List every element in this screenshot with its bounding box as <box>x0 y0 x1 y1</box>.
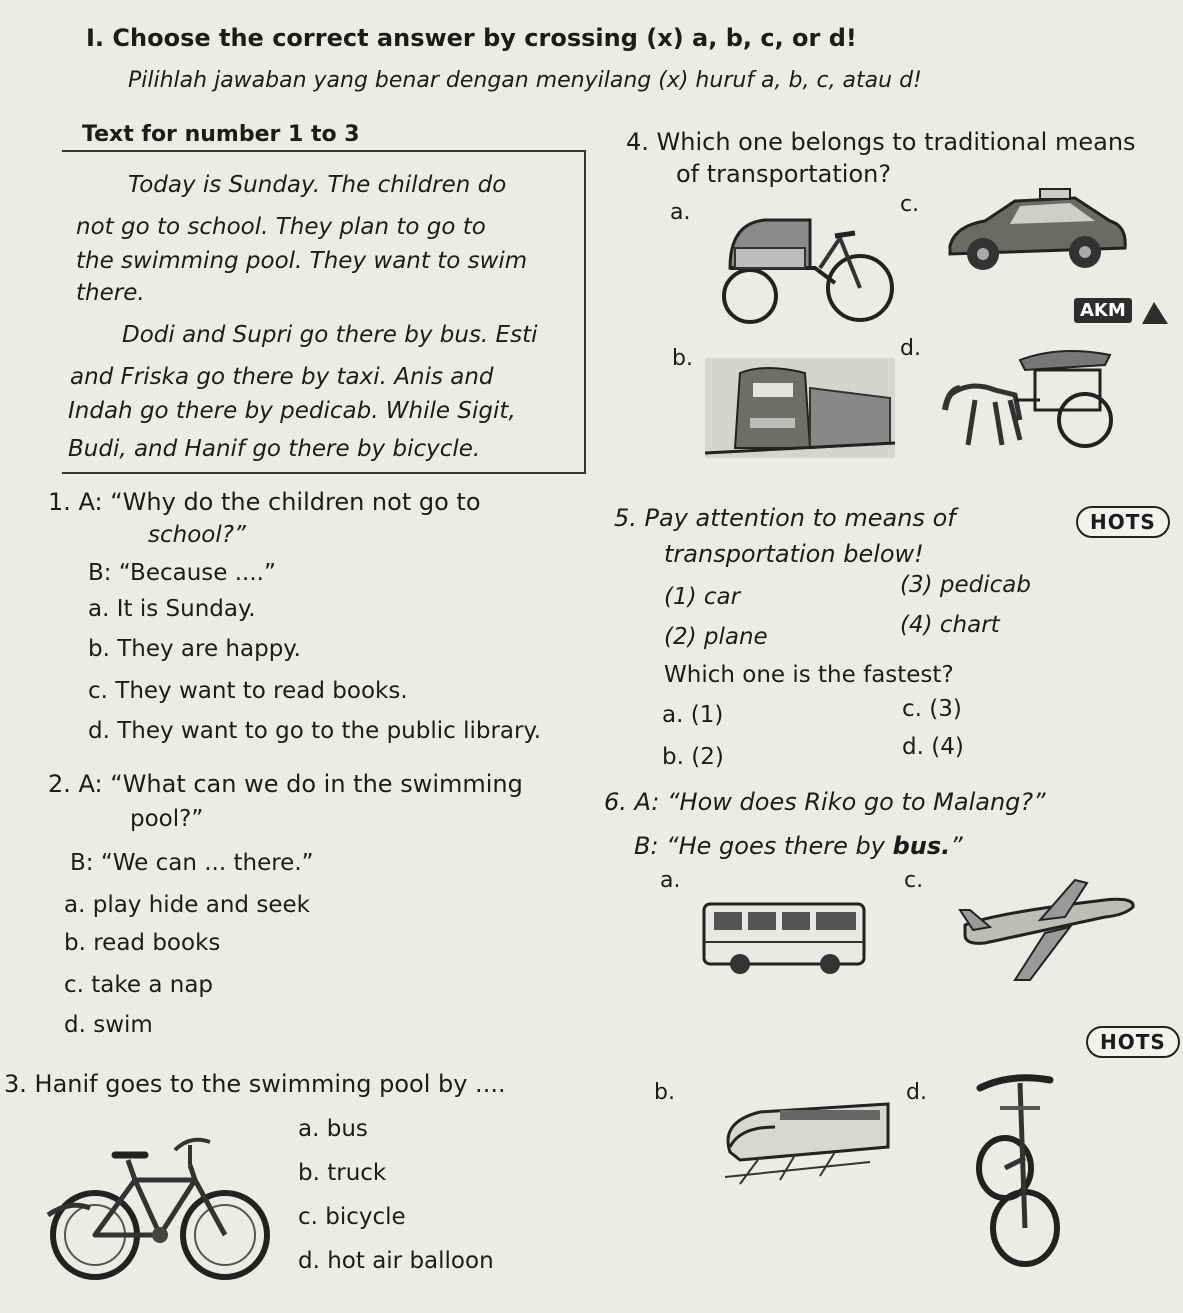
q1-response: B: “Because ....” <box>88 560 276 586</box>
q4-label-d[interactable]: d. <box>900 336 921 361</box>
passage-line: and Friska go there by taxi. Anis and <box>70 364 494 390</box>
q3-option-b[interactable]: b. truck <box>298 1160 387 1186</box>
q1-option-d[interactable]: d. They want to go to the public library. <box>88 718 542 744</box>
akm-badge: AKM <box>1074 298 1132 323</box>
passage-line: Budi, and Hanif go there by bicycle. <box>68 436 481 462</box>
q5-item-4: (4) chart <box>900 612 1000 638</box>
q1-option-b[interactable]: b. They are happy. <box>88 636 301 662</box>
bicycle-icon <box>40 1120 280 1285</box>
q4-label-c[interactable]: c. <box>900 192 920 217</box>
q3-option-d[interactable]: d. hot air balloon <box>298 1248 494 1274</box>
q6-response <box>634 832 963 860</box>
q1-question-cont: school?” <box>148 522 246 548</box>
q6-response-answer: bus. <box>892 832 951 860</box>
passage-box <box>62 150 586 474</box>
q4-question-cont: of transportation? <box>676 160 892 188</box>
q5-question: 5. Pay attention to means of <box>614 504 956 532</box>
q5-item-1: (1) car <box>664 584 741 610</box>
q3-option-a[interactable]: a. bus <box>298 1116 368 1142</box>
q2-question-cont: pool?” <box>130 806 204 832</box>
bicycle-icon <box>950 1068 1100 1268</box>
q2-question: 2. A: “What can we do in the swimming <box>48 770 523 798</box>
q6-label-a[interactable]: a. <box>660 868 681 893</box>
q1-option-c[interactable]: c. They want to read books. <box>88 678 408 704</box>
q5-option-d[interactable]: d. (4) <box>902 734 964 760</box>
q5-prompt: Which one is the fastest? <box>664 662 954 688</box>
q6-response-prefix: B: “He goes there by <box>634 832 893 860</box>
q5-option-a[interactable]: a. (1) <box>662 702 724 728</box>
train-icon <box>705 358 895 458</box>
passage-line: Dodi and Supri go there by bus. Esti <box>122 322 538 348</box>
instruction-english: I. Choose the correct answer by crossing (x) a, b, c, or d! <box>86 24 857 52</box>
passage-label: Text for number 1 to 3 <box>82 122 360 147</box>
q2-option-b[interactable]: b. read books <box>64 930 221 956</box>
passage-line: Indah go there by pedicab. While Sigit, <box>68 398 516 424</box>
q5-option-b[interactable]: b. (2) <box>662 744 724 770</box>
q3-option-c[interactable]: c. bicycle <box>298 1204 406 1230</box>
q6-label-d[interactable]: d. <box>906 1080 927 1105</box>
instruction-indonesian: Pilihlah jawaban yang benar dengan menyilang (x) huruf a, b, c, atau d! <box>128 68 922 93</box>
passage-line: Today is Sunday. The children do <box>128 172 507 198</box>
q2-option-c[interactable]: c. take a nap <box>64 972 214 998</box>
q4-question: 4. Which one belongs to traditional means <box>626 128 1136 156</box>
q4-label-a[interactable]: a. <box>670 200 691 225</box>
taxi-icon <box>945 186 1130 278</box>
q6-response-suffix: ” <box>950 832 963 860</box>
passage-line: there. <box>76 280 145 306</box>
q5-item-2: (2) plane <box>664 624 768 650</box>
q5-item-3: (3) pedicab <box>900 572 1031 598</box>
q2-option-d[interactable]: d. swim <box>64 1012 153 1038</box>
q4-label-b[interactable]: b. <box>672 346 693 371</box>
hots-badge-2: HOTS <box>1086 1026 1180 1058</box>
hots-badge: HOTS <box>1076 506 1170 538</box>
horse-cart-icon <box>940 340 1130 458</box>
q5-option-c[interactable]: c. (3) <box>902 696 962 722</box>
pedicab-icon <box>710 208 900 328</box>
q5-question-cont: transportation below! <box>664 540 924 568</box>
q6-label-c[interactable]: c. <box>904 868 924 893</box>
q2-response: B: “We can ... there.” <box>70 850 314 876</box>
q1-option-a[interactable]: a. It is Sunday. <box>88 596 256 622</box>
bus-icon <box>700 898 868 976</box>
q6-question: 6. A: “How does Riko go to Malang?” <box>604 788 1046 816</box>
passage-line: the swimming pool. They want to swim <box>76 248 528 274</box>
bullet-train-icon <box>700 1092 890 1187</box>
q3-question: 3. Hanif goes to the swimming pool by .... <box>4 1070 506 1098</box>
akm-arrow-icon <box>1140 300 1170 326</box>
passage-line: not go to school. They plan to go to <box>76 214 486 240</box>
q2-option-a[interactable]: a. play hide and seek <box>64 892 310 918</box>
q6-label-b[interactable]: b. <box>654 1080 675 1105</box>
airplane-icon <box>955 875 1140 985</box>
q1-question: 1. A: “Why do the children not go to <box>48 488 481 516</box>
